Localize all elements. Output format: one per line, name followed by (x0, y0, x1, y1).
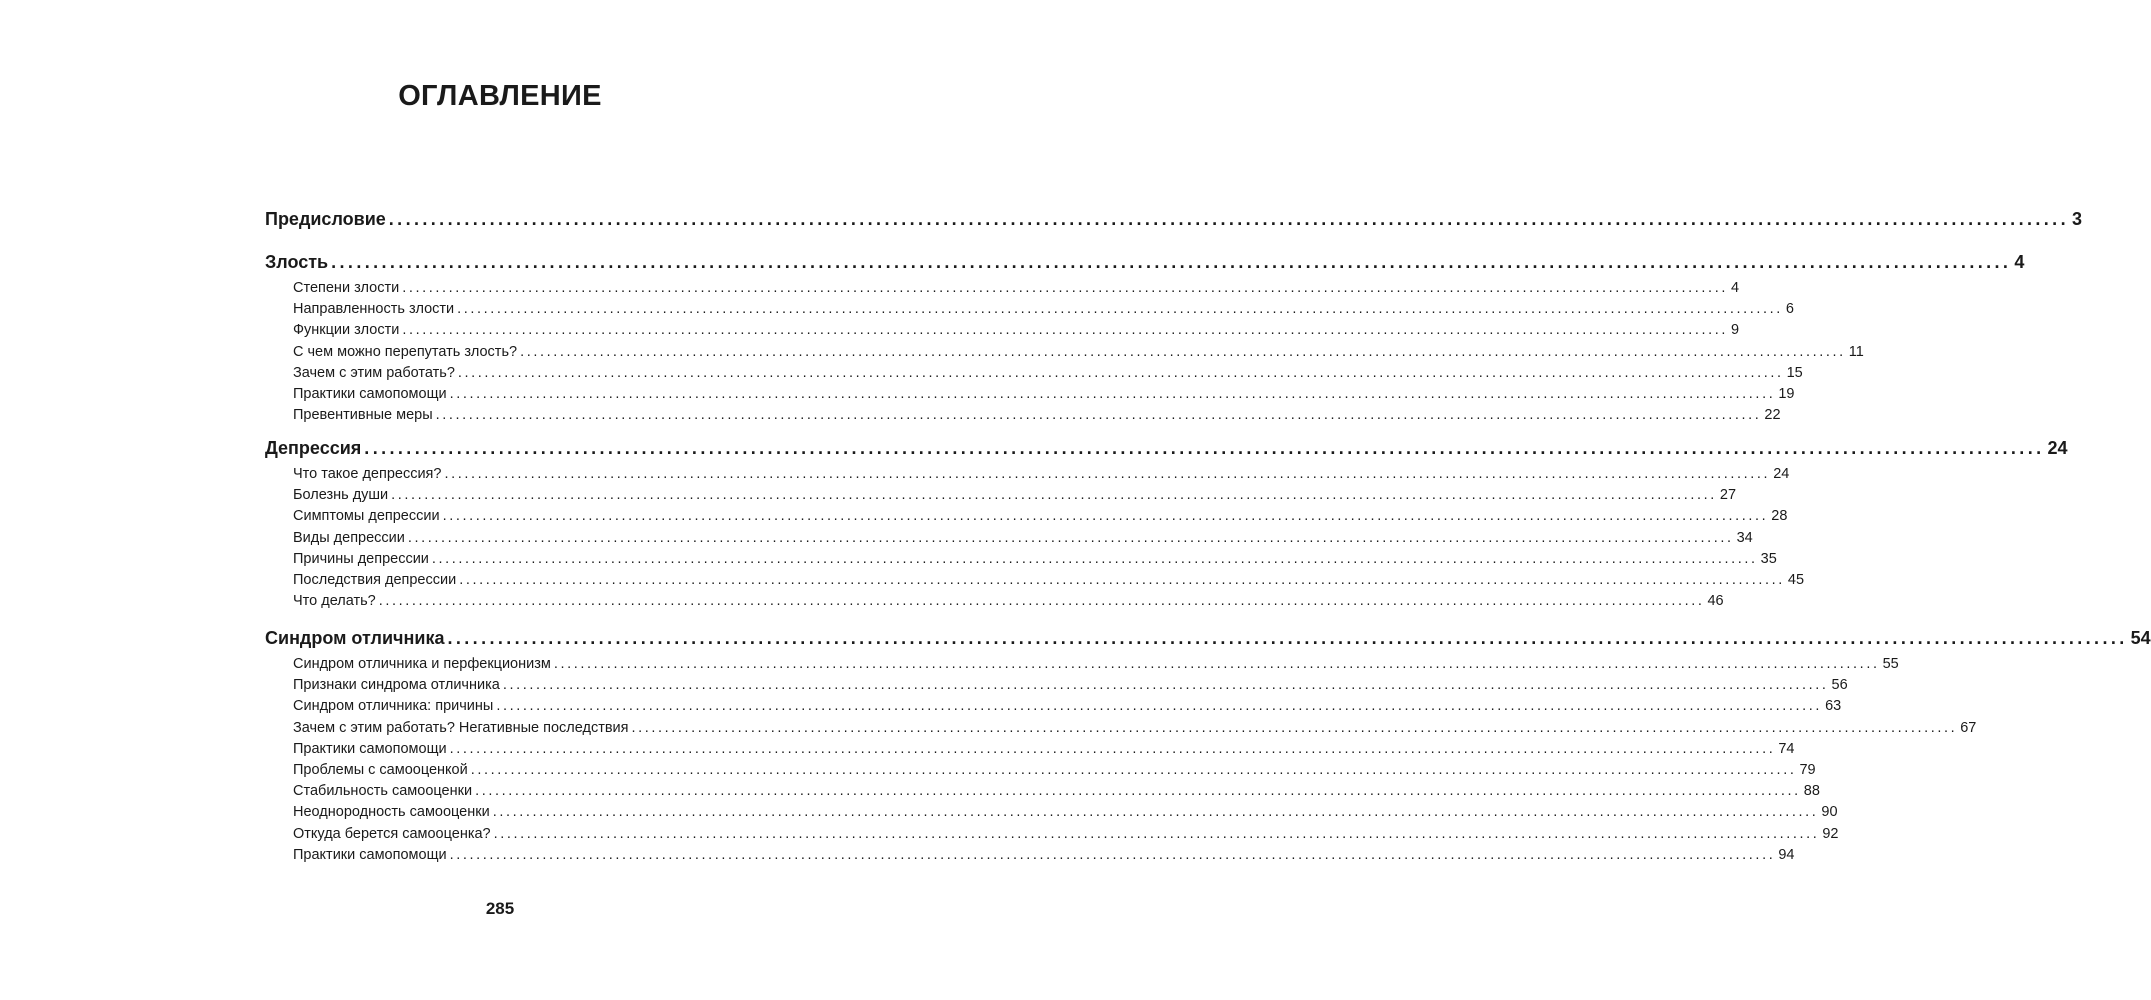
toc-section (265, 209, 2082, 233)
toc-chapter-entry[interactable] (265, 209, 2082, 233)
toc-subsection-entry[interactable] (265, 407, 1781, 428)
toc-entry-page: 34 (1736, 529, 1753, 546)
toc-entry-title: Что такое депрессия? (293, 466, 442, 482)
toc-entry-page: 9 (1731, 322, 1740, 339)
toc-entry-page: 46 (1707, 593, 1724, 610)
dot-leader: ........................................................................................................................................................................................................ (391, 487, 1717, 504)
toc-entry-title: Синдром отличника и перфекционизм (293, 656, 551, 672)
toc-subsection-entry[interactable] (265, 656, 1899, 677)
toc-subsection-entry[interactable] (265, 783, 1820, 804)
toc-entry-page: 74 (1778, 740, 1795, 757)
toc-entry-title: Неоднородность самооценки (293, 804, 490, 821)
toc-entry-page: 67 (1960, 719, 1977, 736)
toc-entry-title: Практики самопомощи (293, 846, 447, 863)
toc-entry-page: 24 (1773, 466, 1790, 482)
toc-entry-title: Превентивные меры (293, 407, 433, 424)
dot-leader: ........................................................................................................................................................................................................ (435, 407, 1762, 424)
toc-entry-title: Причины депрессии (293, 550, 429, 567)
toc-entry-title: Болезнь души (293, 487, 389, 504)
dot-leader: ........................................................................................................................................................................................................ (449, 740, 1776, 757)
toc-section (265, 628, 2151, 868)
page-title: ОГЛАВЛЕНИЕ (398, 80, 602, 112)
toc-entry-title: Зачем с этим работать? Негативные последствия (293, 719, 629, 736)
toc-entry-title: Функции злости (293, 322, 400, 339)
toc-entry-title: Практики самопомощи (293, 740, 447, 757)
toc-section (265, 252, 2025, 428)
dot-leader: ........................................................................................................................................................................................................ (444, 466, 1771, 482)
toc-entry-title: Синдром отличника (265, 628, 445, 648)
toc-entry-page: 79 (1799, 761, 1816, 778)
dot-leader: ........................................................................................................................................................................................................ (457, 364, 1784, 381)
toc-subsection-entry[interactable] (265, 508, 1788, 529)
toc-entry-page: 92 (1822, 825, 1839, 842)
toc-entry-page: 55 (1882, 656, 1899, 672)
toc-entry-page: 4 (1730, 280, 1740, 296)
dot-leader: ........................................................................................................................................................................................................ (457, 301, 1783, 318)
toc-entry-title: Симптомы депрессии (293, 508, 440, 525)
toc-subsection-entry[interactable] (265, 322, 1740, 343)
toc-subsection-entry[interactable] (265, 593, 1724, 614)
toc-chapter-entry[interactable] (265, 252, 2025, 276)
toc-entry-title: Степени злости (293, 280, 400, 296)
toc-entry-page: 94 (1778, 846, 1795, 863)
toc-entry-page: 6 (1785, 301, 1794, 318)
page-number: 285 (485, 899, 515, 918)
toc-subsection-entry[interactable] (265, 487, 1737, 508)
dot-leader: ........................................................................................................................................................................................................ (553, 656, 1880, 672)
toc-subsection-entry[interactable] (265, 529, 1753, 551)
toc-entry-page: 15 (1786, 364, 1803, 381)
dot-leader: ........................................................................................................................................................................................................ (449, 385, 1776, 402)
toc-subsection-entry[interactable] (265, 280, 1740, 301)
toc-subsection-entry[interactable] (265, 466, 1790, 487)
dot-leader: ........................................................................................................................................................................................................ (459, 571, 1785, 588)
toc-entry-page: 54 (2130, 628, 2151, 648)
toc-entry-page: 11 (1848, 343, 1864, 360)
toc-entry-page: 88 (1803, 783, 1820, 800)
toc-entry-title: Злость (265, 252, 329, 272)
toc-entry-title: Синдром отличника: причины (293, 698, 494, 715)
toc-entry-title: Откуда берется самооценка? (293, 825, 491, 842)
toc-entry-title: Что делать? (293, 593, 376, 610)
toc-subsection-entry[interactable] (265, 825, 1839, 847)
dot-leader: ........................................................................................................................................................................................................ (364, 438, 2045, 458)
dot-leader: ........................................................................................................................................................................................................ (407, 529, 1734, 546)
toc-entry-title: Последствия депрессии (293, 571, 457, 588)
dot-leader: ........................................................................................................................................................................................................ (402, 322, 1729, 339)
toc-entry-page: 27 (1719, 487, 1737, 504)
toc-entry-page: 63 (1825, 698, 1842, 715)
dot-leader: ........................................................................................................................................................................................................ (431, 550, 1758, 567)
toc-entry-page: 4 (2014, 252, 2025, 272)
toc-subsection-entry[interactable] (265, 804, 1838, 825)
toc-subsection-entry[interactable] (265, 677, 1848, 698)
toc-entry-title: Зачем с этим работать? (293, 364, 455, 381)
toc-entry-title: Стабильность самооценки (293, 783, 473, 800)
toc-entry-title: Виды депрессии (293, 529, 405, 546)
toc-subsection-entry[interactable] (265, 364, 1803, 386)
dot-leader: ........................................................................................................................................................................................................ (442, 508, 1769, 525)
toc-entry-title: Направленность злости (293, 301, 455, 318)
dot-leader: ........................................................................................................................................................................................................ (378, 593, 1705, 610)
toc-subsection-entry[interactable] (265, 571, 1805, 593)
dot-leader: ........................................................................................................................................................................................................ (493, 825, 1820, 842)
toc-entry-page: 3 (2071, 209, 2082, 229)
dot-leader: ........................................................................................................................................................................................................ (492, 804, 1819, 821)
toc-entry-title: Практики самопомощи (293, 385, 447, 402)
toc-subsection-entry[interactable] (265, 301, 1794, 322)
toc-entry-page: 22 (1764, 407, 1781, 424)
toc-entry-title: Депрессия (265, 438, 362, 458)
toc-entry-page: 24 (2047, 438, 2068, 458)
toc-entry-title: Предисловие (265, 209, 386, 229)
toc-subsection-entry[interactable] (265, 385, 1795, 407)
toc-subsection-entry[interactable] (265, 343, 1864, 365)
dot-leader: ........................................................................................................................................................................................................ (631, 719, 1958, 736)
dot-leader: ........................................................................................................................................................................................................ (520, 343, 1846, 360)
dot-leader: ........................................................................................................................................................................................................ (449, 846, 1776, 863)
dot-leader: ........................................................................................................................................................................................................ (388, 209, 2069, 229)
dot-leader: ........................................................................................................................................................................................................ (475, 783, 1801, 800)
toc-subsection-entry[interactable] (265, 740, 1795, 762)
toc-entry-page: 56 (1831, 677, 1848, 694)
toc-section (265, 438, 2068, 614)
toc-subsection-entry[interactable] (265, 761, 1816, 783)
toc-entry-title: С чем можно перепутать злость? (293, 343, 518, 360)
toc-entry-page: 90 (1821, 804, 1838, 821)
toc-chapter-entry[interactable] (265, 438, 2068, 462)
dot-leader: ........................................................................................................................................................................................................ (402, 280, 1728, 296)
toc-subsection-entry[interactable] (265, 698, 1842, 719)
dot-leader: ........................................................................................................................................................................................................ (331, 252, 2012, 272)
dot-leader: ........................................................................................................................................................................................................ (470, 761, 1797, 778)
toc-entry-page: 45 (1787, 571, 1805, 588)
toc-entry-title: Признаки синдрома отличника (293, 677, 500, 694)
toc-subsection-entry[interactable] (265, 846, 1795, 868)
toc-subsection-entry[interactable] (265, 719, 1977, 741)
toc-entry-title: Проблемы с самооценкой (293, 761, 468, 778)
dot-leader: ........................................................................................................................................................................................................ (502, 677, 1829, 694)
toc-subsection-entry[interactable] (265, 550, 1777, 572)
toc-entry-page: 28 (1771, 508, 1788, 525)
dot-leader: ........................................................................................................................................................................................................ (447, 628, 2128, 648)
toc-chapter-entry[interactable] (265, 628, 2151, 652)
toc-entry-page: 35 (1760, 550, 1777, 567)
dot-leader: ........................................................................................................................................................................................................ (496, 698, 1823, 715)
toc-entry-page: 19 (1778, 385, 1795, 402)
